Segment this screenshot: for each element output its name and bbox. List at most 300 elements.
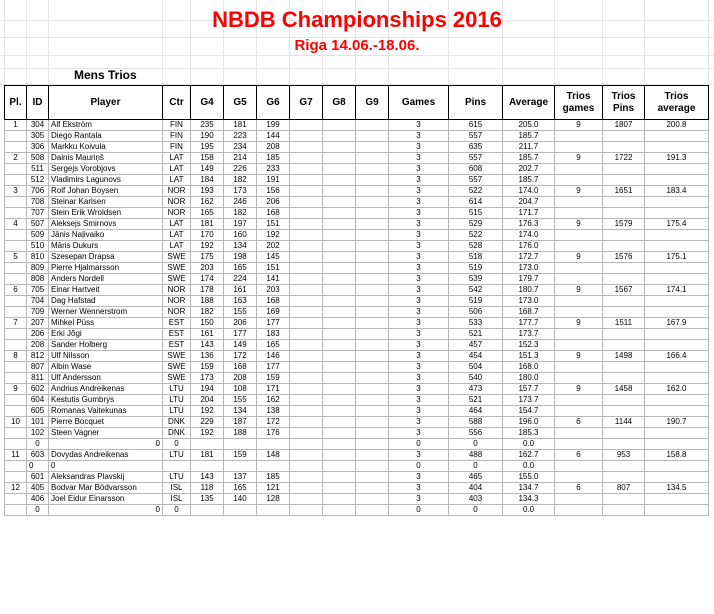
table-row <box>5 131 709 142</box>
game-8-score <box>323 406 356 417</box>
team-place <box>5 329 27 340</box>
game-6-score: 162 <box>257 395 290 406</box>
col-header-games: Games <box>389 86 449 120</box>
trios-pins <box>603 494 645 505</box>
team-place <box>5 230 27 241</box>
player-average: 211.7 <box>503 142 555 153</box>
player-average: 196.0 <box>503 417 555 428</box>
trios-games <box>555 208 603 219</box>
total-pins: 521 <box>449 329 503 340</box>
player-average: 174.0 <box>503 186 555 197</box>
player-id: 810 <box>27 252 49 263</box>
game-9-score <box>356 417 389 428</box>
col-header-country: Ctr <box>163 86 191 120</box>
player-country: NOR <box>163 296 191 307</box>
game-7-score <box>290 241 323 252</box>
total-pins: 519 <box>449 263 503 274</box>
player-average: 179.7 <box>503 274 555 285</box>
games-played: 3 <box>389 483 449 494</box>
player-name: 0 <box>49 461 163 472</box>
games-played: 3 <box>389 186 449 197</box>
game-8-score <box>323 164 356 175</box>
game-4-score: 178 <box>191 285 224 296</box>
trios-average: 167.9 <box>645 318 709 329</box>
game-4-score: 190 <box>191 131 224 142</box>
game-7-score <box>290 428 323 439</box>
total-pins: 608 <box>449 164 503 175</box>
total-pins: 454 <box>449 351 503 362</box>
game-7-score <box>290 494 323 505</box>
trios-average <box>645 307 709 318</box>
player-name: Werner Wennerstrom <box>49 307 163 318</box>
game-6-score: 171 <box>257 384 290 395</box>
player-id: 709 <box>27 307 49 318</box>
game-4-score: 192 <box>191 241 224 252</box>
game-5-score: 182 <box>224 208 257 219</box>
trios-pins: 953 <box>603 450 645 461</box>
trios-pins <box>603 263 645 274</box>
trios-pins <box>603 362 645 373</box>
trios-average <box>645 505 709 516</box>
game-8-score <box>323 461 356 472</box>
table-row <box>5 406 709 417</box>
section-title: Mens Trios <box>74 68 137 82</box>
game-8-score <box>323 142 356 153</box>
trios-average <box>645 164 709 175</box>
player-id: 507 <box>27 219 49 230</box>
player-id: 811 <box>27 373 49 384</box>
game-8-score <box>323 120 356 131</box>
game-8-score <box>323 263 356 274</box>
table-row <box>5 362 709 373</box>
player-country: LTU <box>163 395 191 406</box>
player-country: ISL <box>163 494 191 505</box>
game-8-score <box>323 153 356 164</box>
game-5-score <box>224 505 257 516</box>
game-5-score: 137 <box>224 472 257 483</box>
page-subtitle: Riga 14.06.-18.06. <box>294 37 420 54</box>
player-average: 0.0 <box>503 461 555 472</box>
player-name: Sergejs Vorobjovs <box>49 164 163 175</box>
total-pins: 522 <box>449 230 503 241</box>
trios-average <box>645 230 709 241</box>
player-name: Ulf Andersson <box>49 373 163 384</box>
total-pins: 557 <box>449 153 503 164</box>
player-average: 155.0 <box>503 472 555 483</box>
game-5-score: 149 <box>224 340 257 351</box>
trios-pins <box>603 439 645 450</box>
game-9-score <box>356 318 389 329</box>
col-header-place: Pl. <box>5 86 27 120</box>
game-9-score <box>356 252 389 263</box>
team-place: 5 <box>5 252 27 263</box>
game-5-score: 181 <box>224 120 257 131</box>
games-played: 3 <box>389 296 449 307</box>
game-7-score <box>290 142 323 153</box>
trios-games <box>555 406 603 417</box>
game-8-score <box>323 395 356 406</box>
games-played: 3 <box>389 373 449 384</box>
col-header-trios-average: Trios average <box>645 86 709 120</box>
trios-average: 134.5 <box>645 483 709 494</box>
game-7-score <box>290 373 323 384</box>
games-played: 3 <box>389 131 449 142</box>
trios-games <box>555 340 603 351</box>
table-row <box>5 439 709 450</box>
trios-games <box>555 307 603 318</box>
player-average: 202.7 <box>503 164 555 175</box>
player-country: 0 <box>163 439 191 450</box>
game-6-score: 121 <box>257 483 290 494</box>
games-played: 3 <box>389 395 449 406</box>
game-6-score: 168 <box>257 296 290 307</box>
player-id: 508 <box>27 153 49 164</box>
table-row <box>5 329 709 340</box>
player-id: 511 <box>27 164 49 175</box>
game-6-score: 138 <box>257 406 290 417</box>
trios-average: 166.4 <box>645 351 709 362</box>
game-9-score <box>356 274 389 285</box>
game-9-score <box>356 351 389 362</box>
trios-games <box>555 296 603 307</box>
trios-pins: 1511 <box>603 318 645 329</box>
team-place <box>5 395 27 406</box>
player-average: 180.0 <box>503 373 555 384</box>
table-row <box>5 164 709 175</box>
header-row <box>5 86 709 120</box>
game-6-score <box>257 461 290 472</box>
game-4-score: 235 <box>191 120 224 131</box>
team-place <box>5 505 27 516</box>
game-9-score <box>356 175 389 186</box>
table-row <box>5 274 709 285</box>
trios-games <box>555 494 603 505</box>
col-header-g5: G5 <box>224 86 257 120</box>
trios-games <box>555 362 603 373</box>
game-9-score <box>356 483 389 494</box>
game-7-score <box>290 505 323 516</box>
trios-pins: 1722 <box>603 153 645 164</box>
game-6-score <box>257 505 290 516</box>
trios-pins <box>603 505 645 516</box>
trios-average <box>645 395 709 406</box>
games-played: 3 <box>389 175 449 186</box>
game-5-score <box>224 439 257 450</box>
trios-average <box>645 175 709 186</box>
player-name: Steinar Karlsen <box>49 197 163 208</box>
games-played: 3 <box>389 450 449 461</box>
game-5-score: 140 <box>224 494 257 505</box>
game-6-score: 206 <box>257 197 290 208</box>
game-9-score <box>356 186 389 197</box>
table-row <box>5 175 709 186</box>
player-average: 0.0 <box>503 439 555 450</box>
trios-games <box>555 230 603 241</box>
trios-pins: 1579 <box>603 219 645 230</box>
col-header-trios-games: Trios games <box>555 86 603 120</box>
trios-pins <box>603 428 645 439</box>
game-6-score: 203 <box>257 285 290 296</box>
game-5-score: 159 <box>224 450 257 461</box>
trios-pins <box>603 461 645 472</box>
table-row <box>5 296 709 307</box>
team-place <box>5 142 27 153</box>
total-pins: 515 <box>449 208 503 219</box>
team-place <box>5 241 27 252</box>
trios-games <box>555 274 603 285</box>
player-average: 177.7 <box>503 318 555 329</box>
game-5-score: 234 <box>224 142 257 153</box>
game-7-score <box>290 252 323 263</box>
player-id: 704 <box>27 296 49 307</box>
game-4-score: 192 <box>191 406 224 417</box>
game-9-score <box>356 329 389 340</box>
player-country: SWE <box>163 274 191 285</box>
trios-average <box>645 494 709 505</box>
games-played: 3 <box>389 362 449 373</box>
trios-average <box>645 428 709 439</box>
games-played: 3 <box>389 164 449 175</box>
player-average: 152.3 <box>503 340 555 351</box>
trios-average: 200.8 <box>645 120 709 131</box>
player-name: Szesepan Drapsa <box>49 252 163 263</box>
game-6-score: 165 <box>257 340 290 351</box>
game-6-score: 177 <box>257 362 290 373</box>
player-country: SWE <box>163 373 191 384</box>
player-average: 204.7 <box>503 197 555 208</box>
trios-games: 9 <box>555 318 603 329</box>
trios-games <box>555 373 603 384</box>
game-8-score <box>323 285 356 296</box>
player-name: Ulf Nilsson <box>49 351 163 362</box>
games-played: 3 <box>389 120 449 131</box>
col-header-player: Player <box>49 86 163 120</box>
team-place <box>5 131 27 142</box>
game-9-score <box>356 450 389 461</box>
total-pins: 522 <box>449 186 503 197</box>
game-9-score <box>356 208 389 219</box>
game-6-score: 172 <box>257 417 290 428</box>
table-row <box>5 197 709 208</box>
player-name: Aleksejs Smirnovs <box>49 219 163 230</box>
player-id: 304 <box>27 120 49 131</box>
player-average: 157.7 <box>503 384 555 395</box>
table-row <box>5 263 709 274</box>
player-name: Vladimirs Lagunovs <box>49 175 163 186</box>
team-place <box>5 472 27 483</box>
game-5-score: 165 <box>224 483 257 494</box>
game-4-score <box>191 439 224 450</box>
trios-games <box>555 175 603 186</box>
player-country: LAT <box>163 164 191 175</box>
player-average: 176.0 <box>503 241 555 252</box>
game-4-score: 181 <box>191 450 224 461</box>
game-4-score: 159 <box>191 362 224 373</box>
table-row <box>5 428 709 439</box>
total-pins: 518 <box>449 252 503 263</box>
player-id: 0 <box>27 439 49 450</box>
team-place <box>5 296 27 307</box>
game-8-score <box>323 318 356 329</box>
game-5-score: 165 <box>224 263 257 274</box>
trios-average: 174.1 <box>645 285 709 296</box>
trios-games: 9 <box>555 219 603 230</box>
trios-average: 190.7 <box>645 417 709 428</box>
results-table <box>4 85 709 516</box>
total-pins: 557 <box>449 175 503 186</box>
game-7-score <box>290 318 323 329</box>
team-place <box>5 274 27 285</box>
player-id: 207 <box>27 318 49 329</box>
game-6-score: 128 <box>257 494 290 505</box>
game-9-score <box>356 219 389 230</box>
player-name: Dovydas Andreikenas <box>49 450 163 461</box>
table-row <box>5 153 709 164</box>
team-place <box>5 175 27 186</box>
col-header-g4: G4 <box>191 86 224 120</box>
trios-games: 6 <box>555 450 603 461</box>
game-6-score: 145 <box>257 252 290 263</box>
player-name: 0 <box>49 505 163 516</box>
team-place: 1 <box>5 120 27 131</box>
table-row <box>5 417 709 428</box>
games-played: 3 <box>389 406 449 417</box>
game-8-score <box>323 252 356 263</box>
game-7-score <box>290 340 323 351</box>
team-place: 10 <box>5 417 27 428</box>
total-pins: 540 <box>449 373 503 384</box>
game-6-score: 185 <box>257 153 290 164</box>
player-id: 812 <box>27 351 49 362</box>
trios-games <box>555 241 603 252</box>
team-place <box>5 340 27 351</box>
games-played: 3 <box>389 318 449 329</box>
game-9-score <box>356 373 389 384</box>
col-header-g7: G7 <box>290 86 323 120</box>
trios-average: 175.1 <box>645 252 709 263</box>
col-header-g6: G6 <box>257 86 290 120</box>
game-4-score: 182 <box>191 307 224 318</box>
game-9-score <box>356 285 389 296</box>
player-average: 185.7 <box>503 175 555 186</box>
player-name: Dainis Mauriņš <box>49 153 163 164</box>
player-average: 173.0 <box>503 263 555 274</box>
game-7-score <box>290 274 323 285</box>
total-pins: 615 <box>449 120 503 131</box>
trios-average <box>645 439 709 450</box>
game-5-score: 108 <box>224 384 257 395</box>
game-6-score: 208 <box>257 142 290 153</box>
game-9-score <box>356 472 389 483</box>
game-7-score <box>290 164 323 175</box>
trios-average <box>645 131 709 142</box>
player-country: LTU <box>163 450 191 461</box>
trios-pins <box>603 340 645 351</box>
trios-average: 183.4 <box>645 186 709 197</box>
player-country: NOR <box>163 208 191 219</box>
player-country: EST <box>163 318 191 329</box>
table-row <box>5 472 709 483</box>
game-8-score <box>323 329 356 340</box>
game-7-score <box>290 175 323 186</box>
trios-games <box>555 131 603 142</box>
game-4-score: 136 <box>191 351 224 362</box>
games-played: 0 <box>389 439 449 450</box>
game-5-score: 246 <box>224 197 257 208</box>
game-6-score: 202 <box>257 241 290 252</box>
game-9-score <box>356 494 389 505</box>
game-8-score <box>323 428 356 439</box>
game-7-score <box>290 472 323 483</box>
player-average: 172.7 <box>503 252 555 263</box>
game-4-score: 143 <box>191 340 224 351</box>
trios-average <box>645 263 709 274</box>
team-place: 12 <box>5 483 27 494</box>
total-pins: 542 <box>449 285 503 296</box>
game-4-score <box>191 461 224 472</box>
games-played: 0 <box>389 505 449 516</box>
game-6-score: 176 <box>257 428 290 439</box>
trios-games <box>555 263 603 274</box>
games-played: 3 <box>389 219 449 230</box>
player-country: LAT <box>163 230 191 241</box>
trios-games: 6 <box>555 417 603 428</box>
player-id: 405 <box>27 483 49 494</box>
total-pins: 457 <box>449 340 503 351</box>
trios-average <box>645 472 709 483</box>
table-row <box>5 285 709 296</box>
player-id: 809 <box>27 263 49 274</box>
trios-average <box>645 296 709 307</box>
total-pins: 0 <box>449 505 503 516</box>
table-row <box>5 384 709 395</box>
player-country: EST <box>163 340 191 351</box>
player-average: 174.0 <box>503 230 555 241</box>
player-name: Erki Jõgi <box>49 329 163 340</box>
games-played: 3 <box>389 208 449 219</box>
game-8-score <box>323 417 356 428</box>
game-9-score <box>356 505 389 516</box>
team-place: 11 <box>5 450 27 461</box>
trios-average: 162.0 <box>645 384 709 395</box>
trios-average: 191.3 <box>645 153 709 164</box>
games-played: 3 <box>389 384 449 395</box>
game-8-score <box>323 340 356 351</box>
game-4-score: 161 <box>191 329 224 340</box>
player-average: 173.7 <box>503 395 555 406</box>
game-9-score <box>356 307 389 318</box>
game-6-score: 185 <box>257 472 290 483</box>
game-9-score <box>356 263 389 274</box>
player-id: 509 <box>27 230 49 241</box>
game-7-score <box>290 296 323 307</box>
game-5-score: 214 <box>224 153 257 164</box>
game-4-score: 194 <box>191 384 224 395</box>
trios-average <box>645 362 709 373</box>
table-row <box>5 373 709 384</box>
table-row <box>5 483 709 494</box>
game-6-score: 141 <box>257 274 290 285</box>
games-played: 3 <box>389 263 449 274</box>
player-average: 154.7 <box>503 406 555 417</box>
trios-pins: 1807 <box>603 120 645 131</box>
trios-pins <box>603 406 645 417</box>
player-id: 605 <box>27 406 49 417</box>
table-row <box>5 340 709 351</box>
total-pins: 521 <box>449 395 503 406</box>
trios-pins <box>603 307 645 318</box>
games-played: 3 <box>389 153 449 164</box>
